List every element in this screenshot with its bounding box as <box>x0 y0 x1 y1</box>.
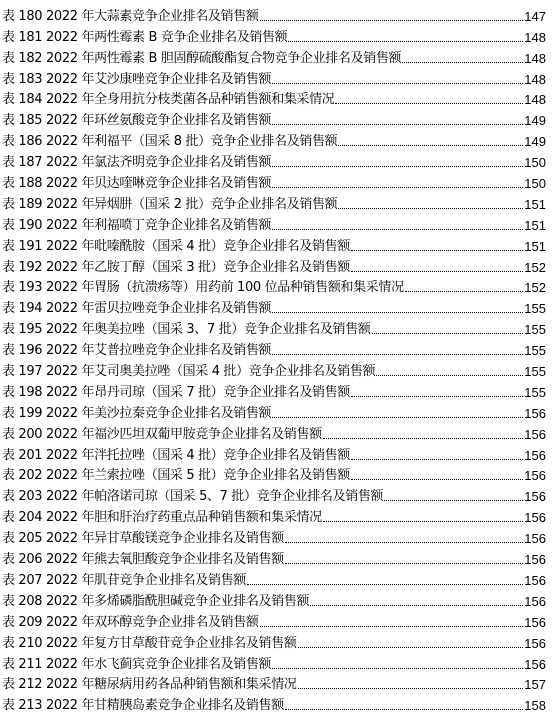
toc-entry[interactable] <box>0 66 552 87</box>
toc-entry-page-number[interactable]: 151 <box>524 196 546 212</box>
toc-entry-title[interactable]: 表 188 2022 年贝达喹啉竞争企业排名及销售额 <box>2 176 272 192</box>
toc-entry-page-number[interactable]: 150 <box>524 176 546 192</box>
toc-entry[interactable] <box>0 3 552 24</box>
dot-leader <box>335 103 523 104</box>
toc-entry-title[interactable]: 表 180 2022 年大蒜素竞争企业排名及销售额 <box>2 8 259 24</box>
toc-entry-title[interactable]: 表 207 2022 年肌苷竞争企业排名及销售额 <box>2 572 246 588</box>
toc-entry[interactable] <box>0 254 552 275</box>
toc-entry-title[interactable]: 表 183 2022 年艾沙康唑竞争企业排名及销售额 <box>2 71 272 87</box>
toc-entry-title[interactable]: 表 197 2022 年艾司奥美拉唑（国采 4 批）竞争企业排名及销售额 <box>2 364 376 380</box>
toc-entry[interactable] <box>0 233 552 254</box>
dot-leader <box>247 584 523 585</box>
toc-entry[interactable] <box>0 609 552 630</box>
toc-entry[interactable] <box>0 24 552 45</box>
toc-entry-title[interactable]: 表 210 2022 年复方甘草酸苷竞争企业排名及销售额 <box>2 635 297 651</box>
toc-entry[interactable] <box>0 504 552 525</box>
dot-leader <box>260 626 524 627</box>
toc-entry-title[interactable]: 表 211 2022 年水飞蓟宾竞争企业排名及销售额 <box>2 656 272 672</box>
toc-entry[interactable] <box>0 87 552 108</box>
toc-entry-page-number[interactable]: 151 <box>524 238 546 254</box>
toc-entry[interactable] <box>0 483 552 504</box>
toc-entry-title[interactable]: 表 190 2022 年利福喷丁竞争企业排名及销售额 <box>2 217 272 233</box>
toc-entry[interactable] <box>0 567 552 588</box>
toc-entry[interactable] <box>0 107 552 128</box>
dot-leader <box>272 124 523 125</box>
dot-leader <box>384 500 523 501</box>
toc-entry-page-number[interactable]: 147 <box>524 8 546 24</box>
toc-entry-page-number[interactable]: 155 <box>524 364 546 380</box>
toc-entry[interactable] <box>0 170 552 191</box>
toc-entry[interactable] <box>0 149 552 170</box>
dot-leader <box>298 688 524 689</box>
toc-entry-title[interactable]: 表 203 2022 年帕洛诺司琼（国采 5、7 批）竞争企业排名及销售额 <box>2 489 384 505</box>
toc-entry-title[interactable]: 表 193 2022 年胃肠（抗溃疡等）用药前 100 位品种销售额和集采情况 <box>2 280 404 296</box>
dot-leader <box>351 271 523 272</box>
toc-entry-page-number[interactable]: 155 <box>524 384 546 400</box>
toc-entry-title[interactable]: 表 187 2022 年氯法齐明竞争企业排名及销售额 <box>2 155 272 171</box>
toc-entry[interactable] <box>0 45 552 66</box>
toc-entry[interactable] <box>0 463 552 484</box>
dot-leader <box>272 166 523 167</box>
toc-entry-title[interactable]: 表 198 2022 年昂丹司琼（国采 7 批）竞争企业排名及销售额 <box>2 384 350 400</box>
toc-entry-title[interactable]: 表 196 2022 年艾普拉唑竞争企业排名及销售额 <box>2 343 272 359</box>
toc-entry-title[interactable]: 表 185 2022 年环丝氨酸竞争企业排名及销售额 <box>2 113 272 129</box>
dot-leader <box>285 563 523 564</box>
toc-entry-title[interactable]: 表 192 2022 年乙胺丁醇（国采 3 批）竞争企业排名及销售额 <box>2 259 350 275</box>
toc-entry-title[interactable]: 表 200 2022 年福沙匹坦双葡甲胺竞争企业排名及销售额 <box>2 426 322 442</box>
toc-entry-page-number[interactable]: 156 <box>524 510 546 526</box>
toc-entry-title[interactable]: 表 184 2022 年全身用抗分枝类菌各品种销售额和集采情况 <box>2 92 335 108</box>
toc-entry-page-number[interactable]: 156 <box>524 614 546 630</box>
dot-leader <box>272 83 523 84</box>
dot-leader <box>323 438 524 439</box>
toc-entry-title[interactable]: 表 201 2022 年泮托拉唑（国采 4 批）竞争企业排名及销售额 <box>2 447 350 463</box>
dot-leader <box>372 333 524 334</box>
toc-entry[interactable] <box>0 421 552 442</box>
toc-entry-page-number[interactable]: 155 <box>524 322 546 338</box>
toc-entry-title[interactable]: 表 204 2022 年胆和肝治疗药重点品种销售额和集采情况 <box>2 510 322 526</box>
toc-entry-title[interactable]: 表 208 2022 年多烯磷脂酰胆碱竞争企业排名及销售额 <box>2 593 310 609</box>
toc-entry[interactable] <box>0 630 552 651</box>
toc-entry-page-number[interactable]: 148 <box>524 71 546 87</box>
dot-leader <box>351 459 523 460</box>
dot-leader <box>288 41 523 42</box>
toc-entry-page-number[interactable]: 157 <box>524 677 546 693</box>
dot-leader <box>323 521 524 522</box>
toc-entry-page-number[interactable]: 148 <box>524 29 546 45</box>
dot-leader <box>351 396 523 397</box>
toc-entry[interactable] <box>0 400 552 421</box>
toc-entry-title[interactable]: 表 186 2022 年利福平（国采 8 批）竞争企业排名及销售额 <box>2 134 338 150</box>
dot-leader <box>351 479 523 480</box>
toc-entry-page-number[interactable]: 156 <box>524 593 546 609</box>
dot-leader <box>351 250 523 251</box>
toc-entry[interactable] <box>0 379 552 400</box>
dot-leader <box>338 208 523 209</box>
dot-leader <box>285 542 523 543</box>
toc-entry-page-number[interactable]: 155 <box>524 301 546 317</box>
toc-entry-page-number[interactable]: 149 <box>524 113 546 129</box>
dot-leader <box>260 20 524 21</box>
toc-entry[interactable] <box>0 212 552 233</box>
toc-entry-page-number[interactable]: 156 <box>524 635 546 651</box>
dot-leader <box>272 354 523 355</box>
dot-leader <box>310 605 523 606</box>
toc-entry-page-number[interactable]: 151 <box>524 217 546 233</box>
dot-leader <box>285 709 523 710</box>
toc-entry-page-number[interactable]: 158 <box>524 698 546 713</box>
toc-entry[interactable] <box>0 337 552 358</box>
toc-entry-title[interactable]: 表 194 2022 年雷贝拉唑竞争企业排名及销售额 <box>2 301 272 317</box>
toc-entry-title[interactable]: 表 182 2022 年两性霉素 B 胆固醇硫酸酯复合物竞争企业排名及销售额 <box>2 50 402 66</box>
toc-entry[interactable] <box>0 275 552 296</box>
toc-entry-page-number[interactable]: 156 <box>524 489 546 505</box>
dot-leader <box>272 417 523 418</box>
toc-entry-page-number[interactable]: 149 <box>524 134 546 150</box>
toc-entry-title[interactable]: 表 212 2022 年糖尿病用药各品种销售额和集采情况 <box>2 677 297 693</box>
toc-entry[interactable] <box>0 651 552 672</box>
toc-entry[interactable] <box>0 316 552 337</box>
toc-entry[interactable] <box>0 295 552 316</box>
dot-leader <box>272 312 523 313</box>
toc-entry-page-number[interactable]: 152 <box>524 259 546 275</box>
toc-entry-page-number[interactable]: 156 <box>524 405 546 421</box>
toc-entry-page-number[interactable]: 148 <box>524 92 546 108</box>
toc-entry[interactable] <box>0 672 552 693</box>
dot-leader <box>298 647 524 648</box>
toc-entry[interactable] <box>0 692 552 713</box>
toc-entry-page-number[interactable]: 150 <box>524 155 546 171</box>
dot-leader <box>402 62 523 63</box>
dot-leader <box>272 187 523 188</box>
toc-entry-title[interactable]: 表 205 2022 年异甘草酸镁竞争企业排名及销售额 <box>2 531 284 547</box>
dot-leader <box>338 145 523 146</box>
toc-entry-title[interactable]: 表 195 2022 年奥美拉唑（国采 3、7 批）竞争企业排名及销售额 <box>2 322 371 338</box>
dot-leader <box>376 375 523 376</box>
toc-entry-title[interactable]: 表 181 2022 年两性霉素 B 竞争企业排名及销售额 <box>2 29 288 45</box>
toc-entry[interactable] <box>0 128 552 149</box>
dot-leader <box>272 668 523 669</box>
toc-entry-page-number[interactable]: 156 <box>524 531 546 547</box>
toc-entry[interactable] <box>0 358 552 379</box>
toc-entry-page-number[interactable]: 155 <box>524 343 546 359</box>
toc-entry[interactable] <box>0 546 552 567</box>
toc-entry-page-number[interactable]: 156 <box>524 447 546 463</box>
toc-entry-title[interactable]: 表 209 2022 年双环醇竞争企业排名及销售额 <box>2 614 259 630</box>
toc-entry[interactable] <box>0 588 552 609</box>
toc-entry-page-number[interactable]: 148 <box>524 50 546 66</box>
toc-entry-page-number[interactable]: 156 <box>524 468 546 484</box>
toc-entry-title[interactable]: 表 202 2022 年兰索拉唑（国采 5 批）竞争企业排名及销售额 <box>2 468 350 484</box>
toc-entry-page-number[interactable]: 156 <box>524 572 546 588</box>
toc-entry-title[interactable]: 表 199 2022 年美沙拉秦竞争企业排名及销售额 <box>2 405 272 421</box>
toc-entry[interactable] <box>0 191 552 212</box>
toc-entry-title[interactable]: 表 189 2022 年异烟肼（国采 2 批）竞争企业排名及销售额 <box>2 196 338 212</box>
toc-entry-title[interactable]: 表 213 2022 年甘精胰岛素竞争企业排名及销售额 <box>2 698 284 713</box>
toc-entry-page-number[interactable]: 152 <box>524 280 546 296</box>
toc-entry[interactable] <box>0 525 552 546</box>
dot-leader <box>272 229 523 230</box>
toc-entry-page-number[interactable]: 156 <box>524 552 546 568</box>
toc-entry-title[interactable]: 表 206 2022 年熊去氧胆酸竞争企业排名及销售额 <box>2 552 284 568</box>
toc-entry-page-number[interactable]: 156 <box>524 656 546 672</box>
toc-entry[interactable] <box>0 442 552 463</box>
toc-entry-page-number[interactable]: 156 <box>524 426 546 442</box>
dot-leader <box>405 291 524 292</box>
toc-entry-title[interactable]: 表 191 2022 年吡嗪酰胺（国采 4 批）竞争企业排名及销售额 <box>2 238 350 254</box>
